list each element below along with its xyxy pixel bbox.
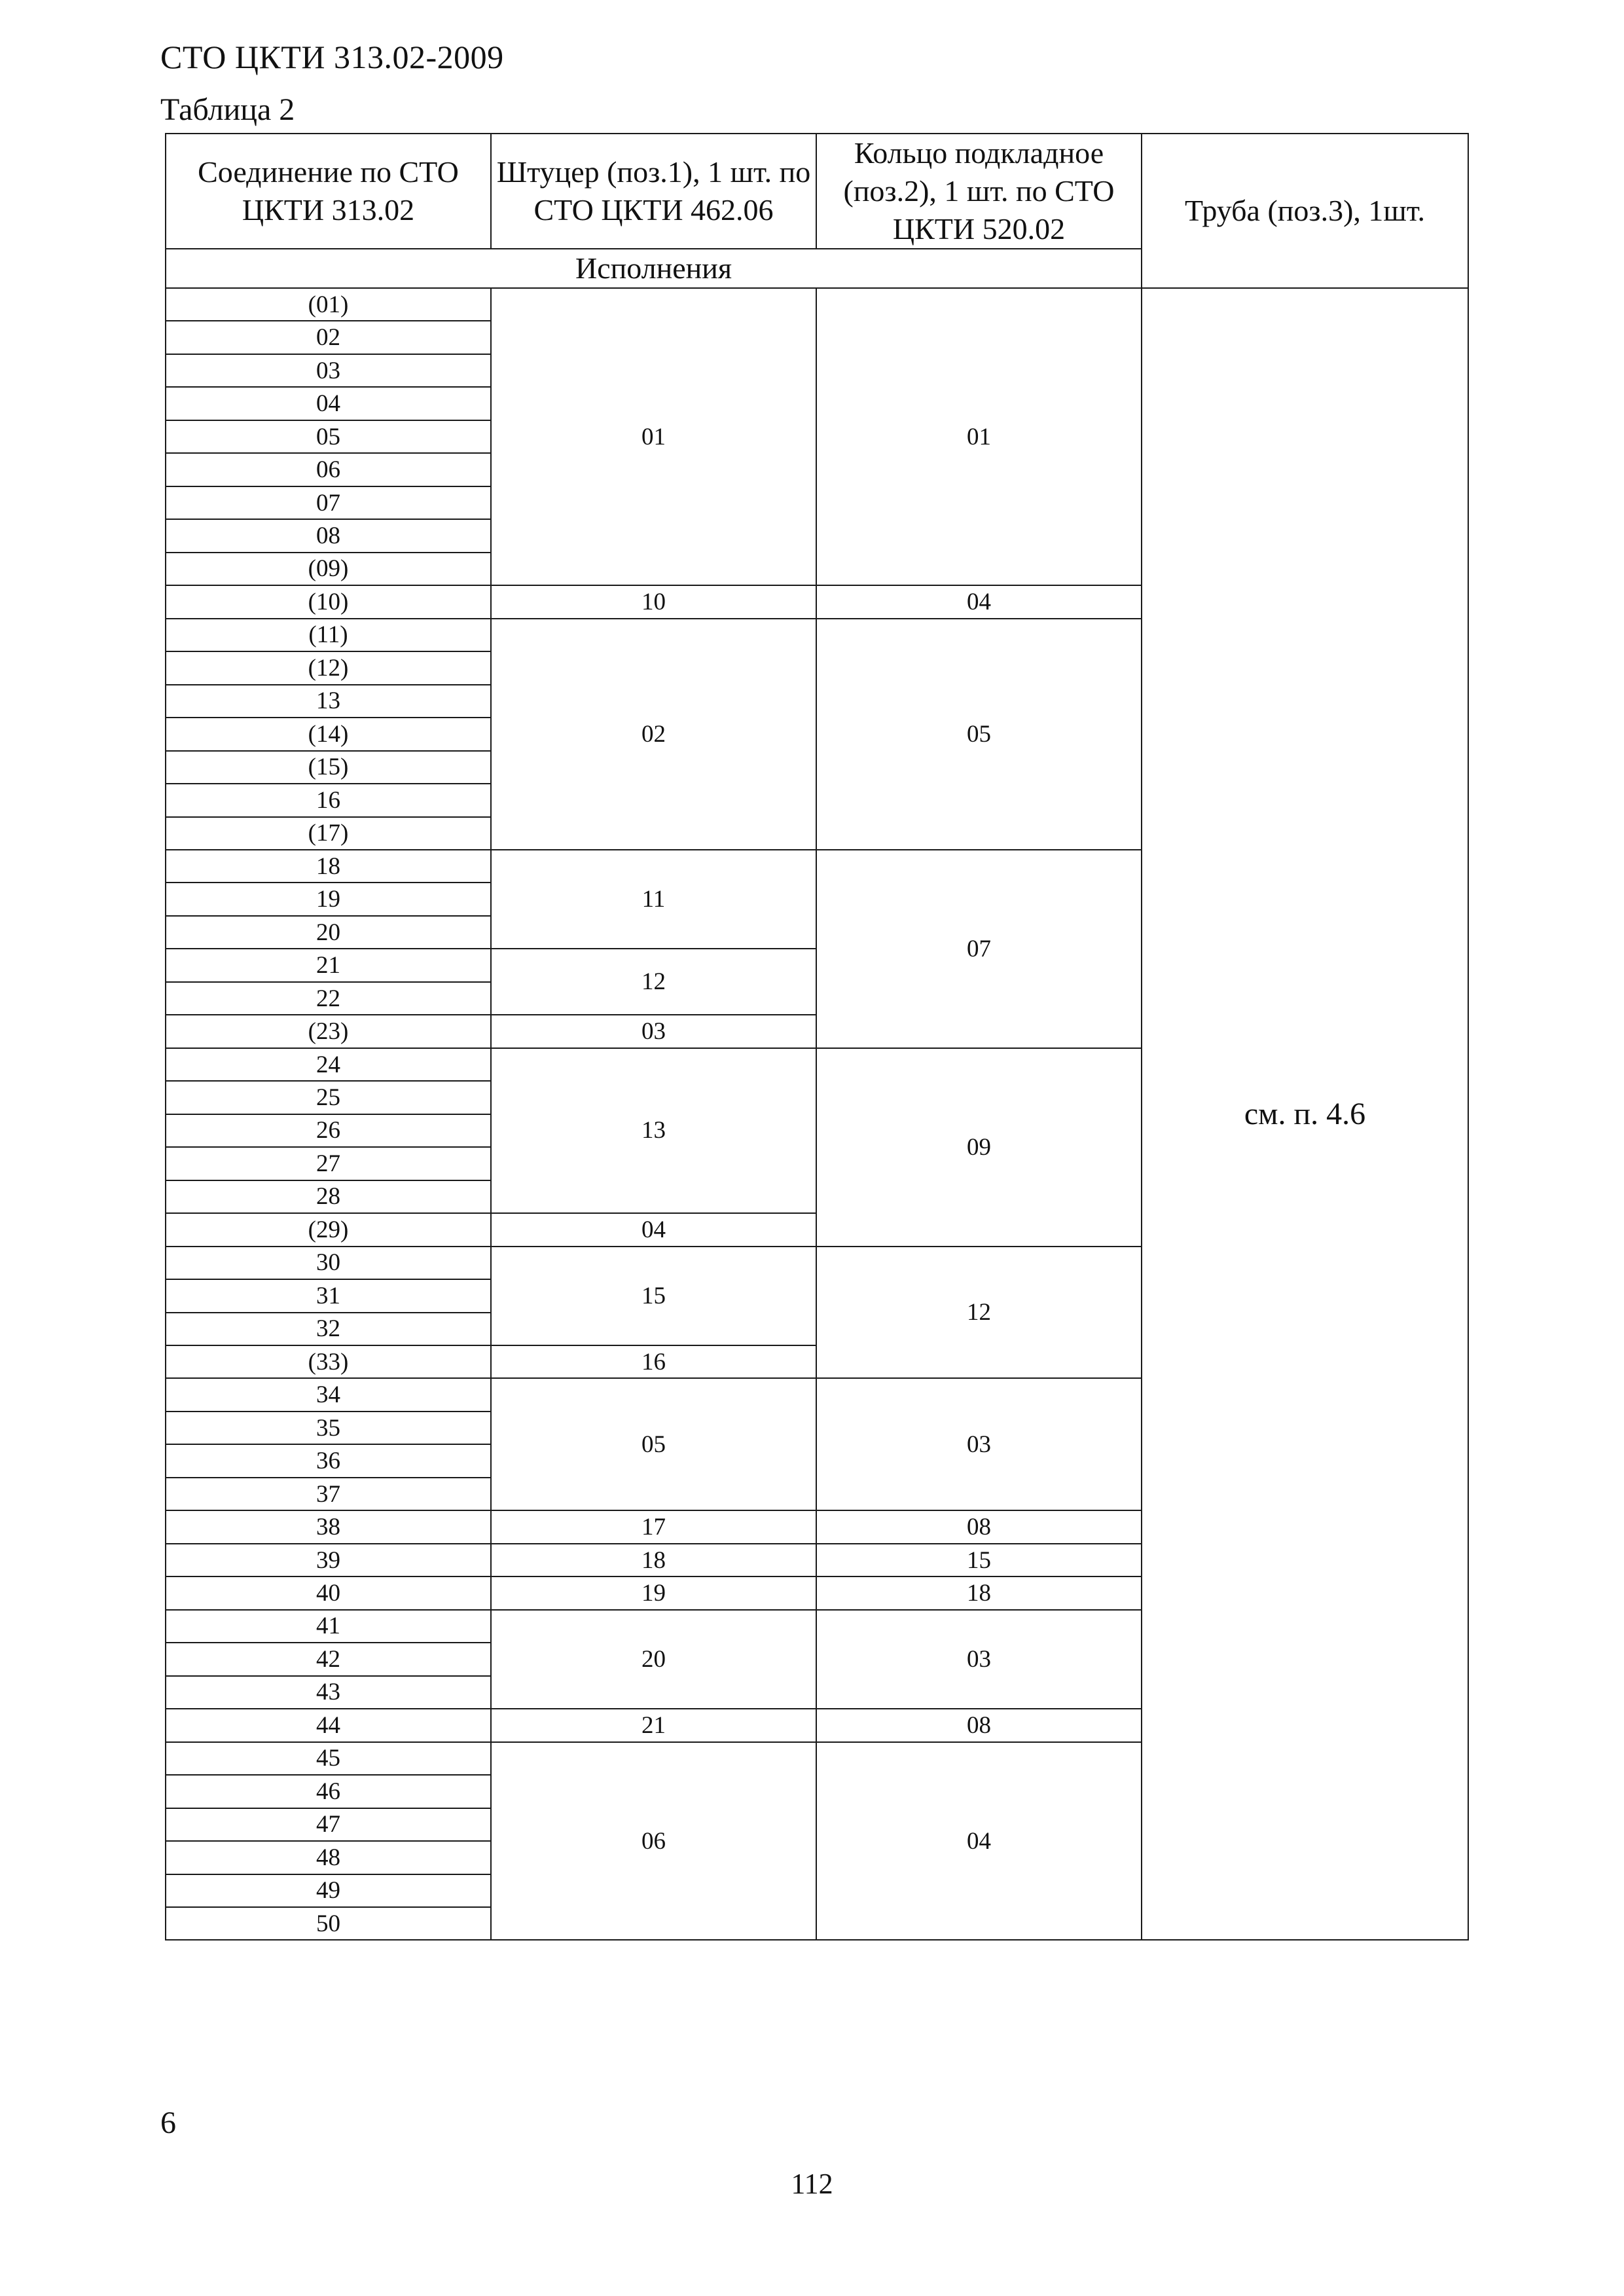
ring-cell: 05 — [816, 619, 1142, 850]
connection-cell: 24 — [166, 1048, 491, 1081]
connection-cell: (01) — [166, 288, 491, 321]
fitting-cell: 13 — [491, 1048, 816, 1213]
table-row — [166, 288, 1468, 321]
ring-cell: 15 — [816, 1544, 1142, 1576]
fitting-cell: 01 — [491, 288, 816, 585]
fitting-cell: 21 — [491, 1709, 816, 1741]
connection-cell: (23) — [166, 1015, 491, 1048]
connection-cell: 39 — [166, 1544, 491, 1576]
connection-cell: 40 — [166, 1576, 491, 1609]
connection-cell: 34 — [166, 1378, 491, 1411]
ring-cell: 04 — [816, 1742, 1142, 1941]
connection-cell: (17) — [166, 817, 491, 850]
connection-cell: 06 — [166, 453, 491, 486]
connection-cell: 18 — [166, 850, 491, 883]
connection-cell: 42 — [166, 1643, 491, 1675]
fitting-cell: 16 — [491, 1345, 816, 1378]
table-label: Таблица 2 — [160, 92, 295, 127]
connection-cell: 25 — [166, 1081, 491, 1114]
ring-cell: 08 — [816, 1709, 1142, 1741]
page-number-left: 6 — [160, 2105, 176, 2140]
pipe-cell: см. п. 4.6 — [1142, 288, 1468, 1940]
connection-cell: (10) — [166, 585, 491, 618]
header-ring: Кольцо подкладное (поз.2), 1 шт. по СТО ЦКТИ 520.02 — [816, 134, 1142, 249]
connection-cell: 45 — [166, 1742, 491, 1775]
fitting-cell: 12 — [491, 949, 816, 1015]
ring-cell: 01 — [816, 288, 1142, 585]
connection-cell: 28 — [166, 1180, 491, 1213]
fitting-cell: 10 — [491, 585, 816, 618]
connection-cell: 50 — [166, 1907, 491, 1940]
connection-cell: 47 — [166, 1808, 491, 1841]
connection-cell: 30 — [166, 1247, 491, 1279]
connection-cell: 37 — [166, 1478, 491, 1510]
fitting-cell: 11 — [491, 850, 816, 949]
connection-cell: 36 — [166, 1444, 491, 1477]
connection-cell: 03 — [166, 354, 491, 387]
page-number-bottom: 112 — [791, 2168, 833, 2200]
connection-cell: 20 — [166, 916, 491, 949]
specification-table — [165, 133, 1469, 1941]
connection-cell: 22 — [166, 982, 491, 1015]
connection-cell: 27 — [166, 1147, 491, 1180]
connection-cell: (33) — [166, 1345, 491, 1378]
fitting-cell: 17 — [491, 1510, 816, 1543]
connection-cell: 35 — [166, 1412, 491, 1444]
connection-cell: 02 — [166, 321, 491, 354]
connection-cell: (29) — [166, 1213, 491, 1246]
connection-cell: 26 — [166, 1114, 491, 1147]
header-fitting: Штуцер (поз.1), 1 шт. по СТО ЦКТИ 462.06 — [491, 134, 816, 249]
connection-cell: 49 — [166, 1874, 491, 1907]
ring-cell: 08 — [816, 1510, 1142, 1543]
fitting-cell: 04 — [491, 1213, 816, 1246]
connection-cell: 19 — [166, 883, 491, 915]
connection-cell: 07 — [166, 486, 491, 519]
table-body — [166, 134, 1468, 1940]
header-versions: Исполнения — [166, 249, 1142, 288]
connection-cell: 38 — [166, 1510, 491, 1543]
connection-cell: 05 — [166, 420, 491, 453]
connection-cell: 43 — [166, 1676, 491, 1709]
connection-cell: 44 — [166, 1709, 491, 1741]
connection-cell: 08 — [166, 519, 491, 552]
ring-cell: 04 — [816, 585, 1142, 618]
ring-cell: 03 — [816, 1378, 1142, 1510]
header-row — [166, 134, 1468, 249]
document-code: СТО ЦКТИ 313.02-2009 — [160, 39, 504, 75]
fitting-cell: 15 — [491, 1247, 816, 1345]
connection-cell: 04 — [166, 387, 491, 420]
connection-cell: 46 — [166, 1775, 491, 1808]
ring-cell: 18 — [816, 1576, 1142, 1609]
connection-cell: 32 — [166, 1313, 491, 1345]
fitting-cell: 20 — [491, 1610, 816, 1709]
fitting-cell: 06 — [491, 1742, 816, 1941]
connection-cell: (14) — [166, 718, 491, 750]
fitting-cell: 05 — [491, 1378, 816, 1510]
connection-cell: 21 — [166, 949, 491, 981]
header-connection: Соединение по СТО ЦКТИ 313.02 — [166, 134, 491, 249]
connection-cell: 41 — [166, 1610, 491, 1643]
ring-cell: 07 — [816, 850, 1142, 1048]
ring-cell: 03 — [816, 1610, 1142, 1709]
fitting-cell: 19 — [491, 1576, 816, 1609]
fitting-cell: 03 — [491, 1015, 816, 1048]
connection-cell: (09) — [166, 553, 491, 585]
connection-cell: 13 — [166, 685, 491, 718]
connection-cell: (11) — [166, 619, 491, 651]
header-pipe: Труба (поз.3), 1шт. — [1142, 134, 1468, 288]
fitting-cell: 02 — [491, 619, 816, 850]
ring-cell: 09 — [816, 1048, 1142, 1247]
connection-cell: 31 — [166, 1279, 491, 1312]
connection-cell: 48 — [166, 1841, 491, 1874]
ring-cell: 12 — [816, 1247, 1142, 1379]
fitting-cell: 18 — [491, 1544, 816, 1576]
connection-cell: (12) — [166, 651, 491, 684]
connection-cell: 16 — [166, 784, 491, 816]
connection-cell: (15) — [166, 751, 491, 784]
